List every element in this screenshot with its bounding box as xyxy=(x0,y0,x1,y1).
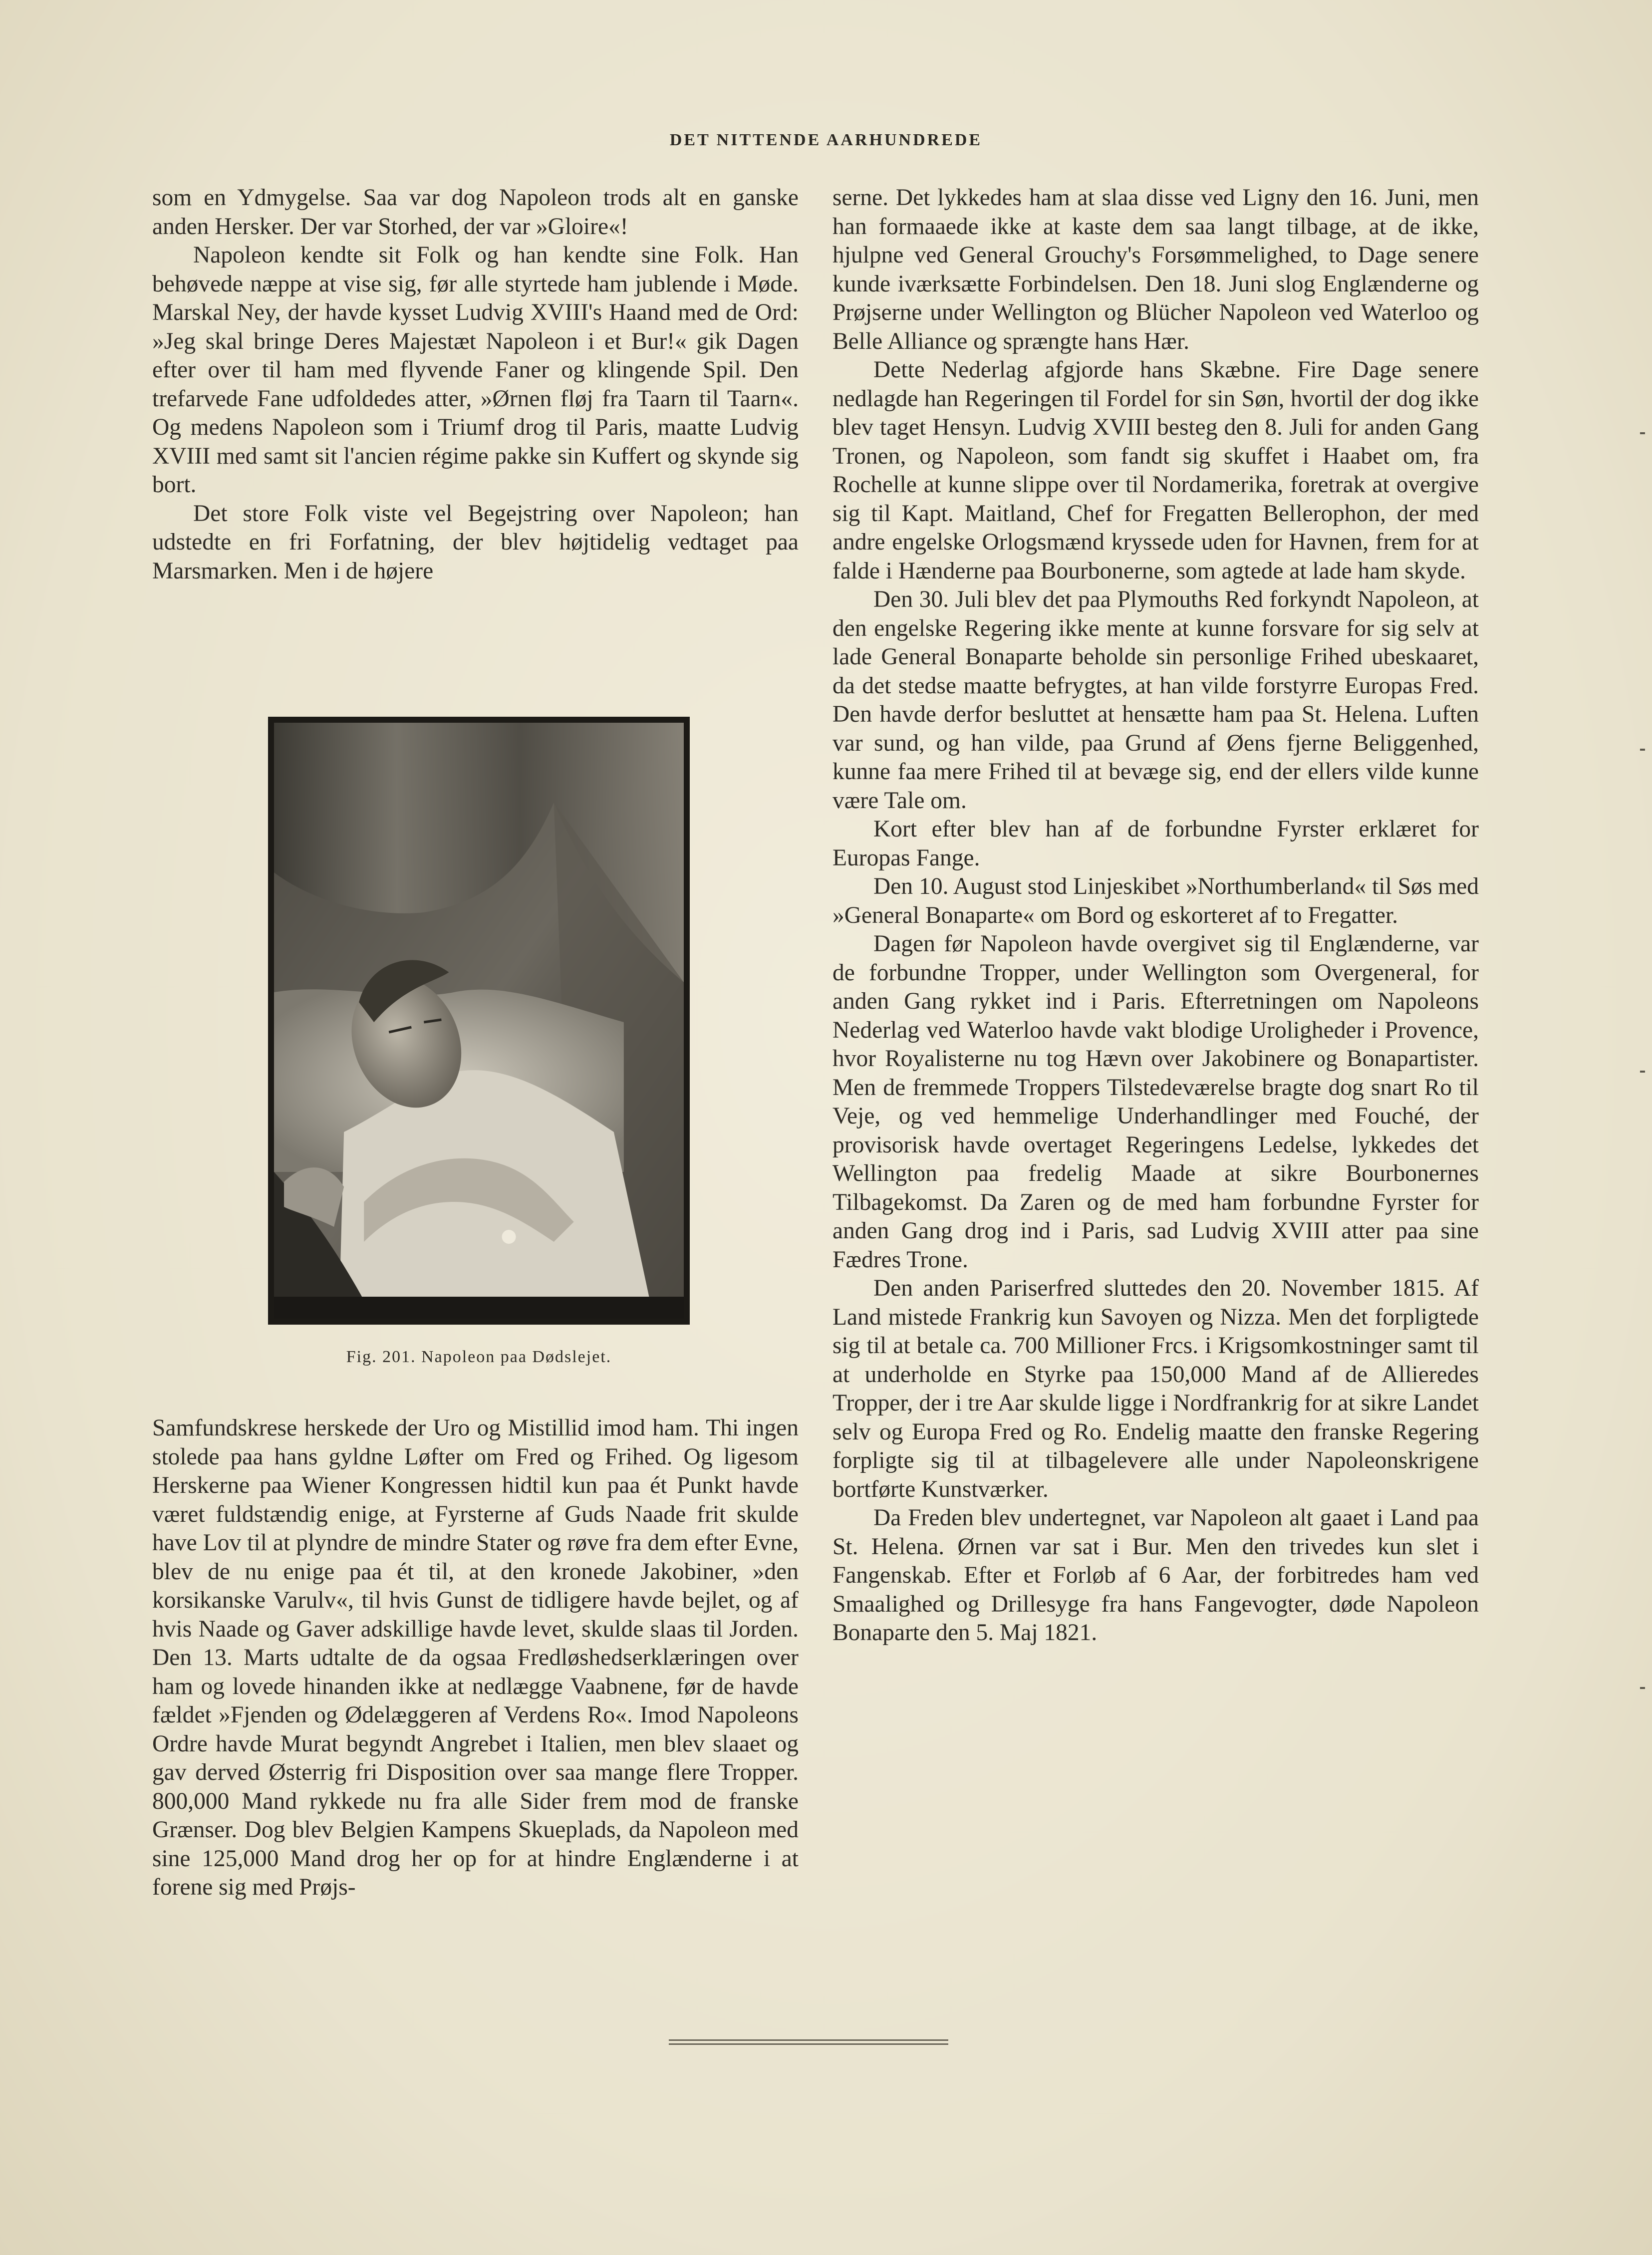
margin-mark xyxy=(1640,432,1645,434)
left-column-top xyxy=(152,184,799,585)
margin-mark xyxy=(1640,749,1645,751)
left-column-bottom xyxy=(152,1414,799,1902)
paragraph: som en Ydmygelse. Saa var dog Napoleon trods alt en ganske anden Hersker. Der var Storhed, der var »Gloire«! xyxy=(152,185,799,240)
margin-mark xyxy=(1640,1687,1645,1689)
margin-mark xyxy=(1640,1071,1645,1073)
illustration xyxy=(274,723,684,1319)
end-rule xyxy=(669,2039,948,2041)
paragraph: Dette Nederlag afgjorde hans Skæbne. Fire Dage senere nedlagde han Regeringen til Fordel for sin Søn, hvortil der dog ikke blev taget Hensyn. Ludvig XVIII besteg den 8. Juli for anden Gang Tronen, og Napoleon, som fandt sig skuffet i Haabet om, fra Rochelle at kunne slippe over til Nordamerika, foretrak at overgive sig til Kapt. Maitland, Chef for Fregatten Bellerophon, der med andre engelske Orlogsmænd kryssede uden for Havnen, frem for at falde i Hænderne paa Bourbonerne, som agtede at lade ham skyde. xyxy=(832,357,1479,584)
running-head: DET NITTENDE AARHUNDREDE xyxy=(669,131,983,149)
paragraph: Samfundskrese herskede der Uro og Mistillid imod ham. Thi ingen stolede paa hans gyldne Løfter om Fred og Frihed. Og ligesom Herskerne paa Wiener Kongressen hidtil kun paa ét Punkt havde været fuldstændig enige, at Fyrsterne af Guds Naade frit skulde have Lov til at plyndre de mindre Stater og røve fra dem efter Evne, blev de nu enige paa ét til, at den kronede Jakobiner, »den korsikanske Varulv«, til hvis Gunst de tidligere havde bejlet, og af hvis Naade og Gaver adskillige havde levet, skulde slaas til Jorden. Den 13. Marts udtalte de da ogsaa Fredløshedserklæringen over ham og lovede hinanden ikke at nedlægge Vaabnene, før de havde fældet »Fjenden og Ødelæggeren af Verdens Ro«. Imod Napoleons Ordre havde Murat begyndt Angrebet i Italien, men blev slaaet og gav derved Østerrig fri Disposition over saa mange flere Tropper. 800,000 Mand rykkede nu fra alle Sider frem mod de franske Grænser. Dog blev Belgien Kampens Skueplads, da Napoleon med sine 125,000 Mand drog her op for at hindre Englænderne i at forene sig med Prøjs- xyxy=(152,1415,799,1900)
figure-napoleon-deathbed xyxy=(268,717,690,1325)
paragraph: Den 10. August stod Linjeskibet »Northumberland« til Søs med »General Bonaparte« om Bord og eskorteret af to Fregatter. xyxy=(832,873,1479,928)
right-column xyxy=(832,184,1479,1648)
paragraph: Kort efter blev han af de forbundne Fyrster erklæret for Europas Fange. xyxy=(832,816,1479,871)
paragraph: Da Freden blev undertegnet, var Napoleon alt gaaet i Land paa St. Helena. Ørnen var sat i Bur. Men den trivedes kun slet i Fangenskab. Efter et Forløb af 6 Aar, der forbitredes ham ved Smaalighed og Drillesyge fra hans Fangevogter, døde Napoleon Bonaparte den 5. Maj 1821. xyxy=(832,1505,1479,1646)
paragraph: Den 30. Juli blev det paa Plymouths Red forkyndt Napoleon, at den engelske Regering ikke mente at kunne forsvare for sig selv at lade General Bonaparte beholde sin personlige Frihed ubeskaaret, da det stedse maatte befrygtes, at han vilde forstyrre Europas Fred. Den havde derfor besluttet at hensætte ham paa St. Helena. Luften var sund, og han vilde, paa Grund af Øens fjerne Beliggenhed, kunne faa mere Frihed til at bevæge sig, end der ellers vilde kunne være Tale om. xyxy=(832,586,1479,814)
paragraph: Napoleon kendte sit Folk og han kendte sine Folk. Han behøvede næppe at vise sig, før alle styrtede ham jublende i Møde. Marskal Ney, der havde kysset Ludvig XVIII's Haand med de Ord: »Jeg skal bringe Deres Majestæt Napoleon i et Bur!« gik Dagen efter over til ham med flyvende Faner og klingende Spil. Den trefarvede Fane udfoldedes atter, »Ørnen fløj fra Taarn til Taarn«. Og medens Napoleon som i Triumf drog til Paris, maatte Ludvig XVIII med samt sit l'ancien régime pakke sin Kuffert og skynde sig bort. xyxy=(152,242,799,498)
figure-caption: Fig. 201. Napoleon paa Dødslejet. xyxy=(346,1348,612,1366)
paragraph: Den anden Pariserfred sluttedes den 20. November 1815. Af Land mistede Frankrig kun Savoyen og Nizza. Men det forpligtede sig til at betale ca. 700 Millioner Frcs. i Krigsomkostninger samt til at underholde en Styrke paa 150,000 Mand af de Allieredes Tropper, der i tre Aar skulde ligge i Nordfrankrig for at sikre Landet selv og Europa Fred og Ro. Endelig maatte den franske Regering forpligte sig til at tilbagelevere alle under Napoleonskrigene bortførte Kunstværker. xyxy=(832,1275,1479,1502)
end-rule xyxy=(669,2043,948,2045)
paragraph: serne. Det lykkedes ham at slaa disse ved Ligny den 16. Juni, men han formaaede ikke at kaste dem saa langt tilbage, at de ikke, hjulpne ved General Grouchy's Forsømmelighed, to Dage senere kunde iværksætte Forbindelsen. Den 18. Juni slog Englænderne og Prøjserne under Wellington og Blücher Napoleon ved Waterloo og Belle Alliance og sprængte hans Hær. xyxy=(832,185,1479,354)
paragraph: Dagen før Napoleon havde overgivet sig til Englænderne, var de forbundne Tropper, under Wellington som Overgeneral, for anden Gang rykket ind i Paris. Efterretningen om Napoleons Nederlag ved Waterloo havde vakt blodige Uroligheder i Provence, hvor Royalisterne nu tog Hævn over Jakobinere og Bonapartister. Men de fremmede Troppers Tilstedeværelse bragte dog snart Ro til Veje, og ved hemmelige Underhandlinger med Fouché, der provisorisk havde overtaget Regeringens Ledelse, lykkedes det Wellington paa fredelig Maade at sikre Bourbonernes Tilbagekomst. Da Zaren og de med ham forbundne Fyrster for anden Gang drog ind i Paris, sad Ludvig XVIII atter paa sine Fædres Trone. xyxy=(832,931,1479,1273)
paragraph: Det store Folk viste vel Begejstring over Napoleon; han udstedte en fri Forfatning, der blev højtidelig vedtaget paa Marsmarken. Men i de højere xyxy=(152,500,799,584)
